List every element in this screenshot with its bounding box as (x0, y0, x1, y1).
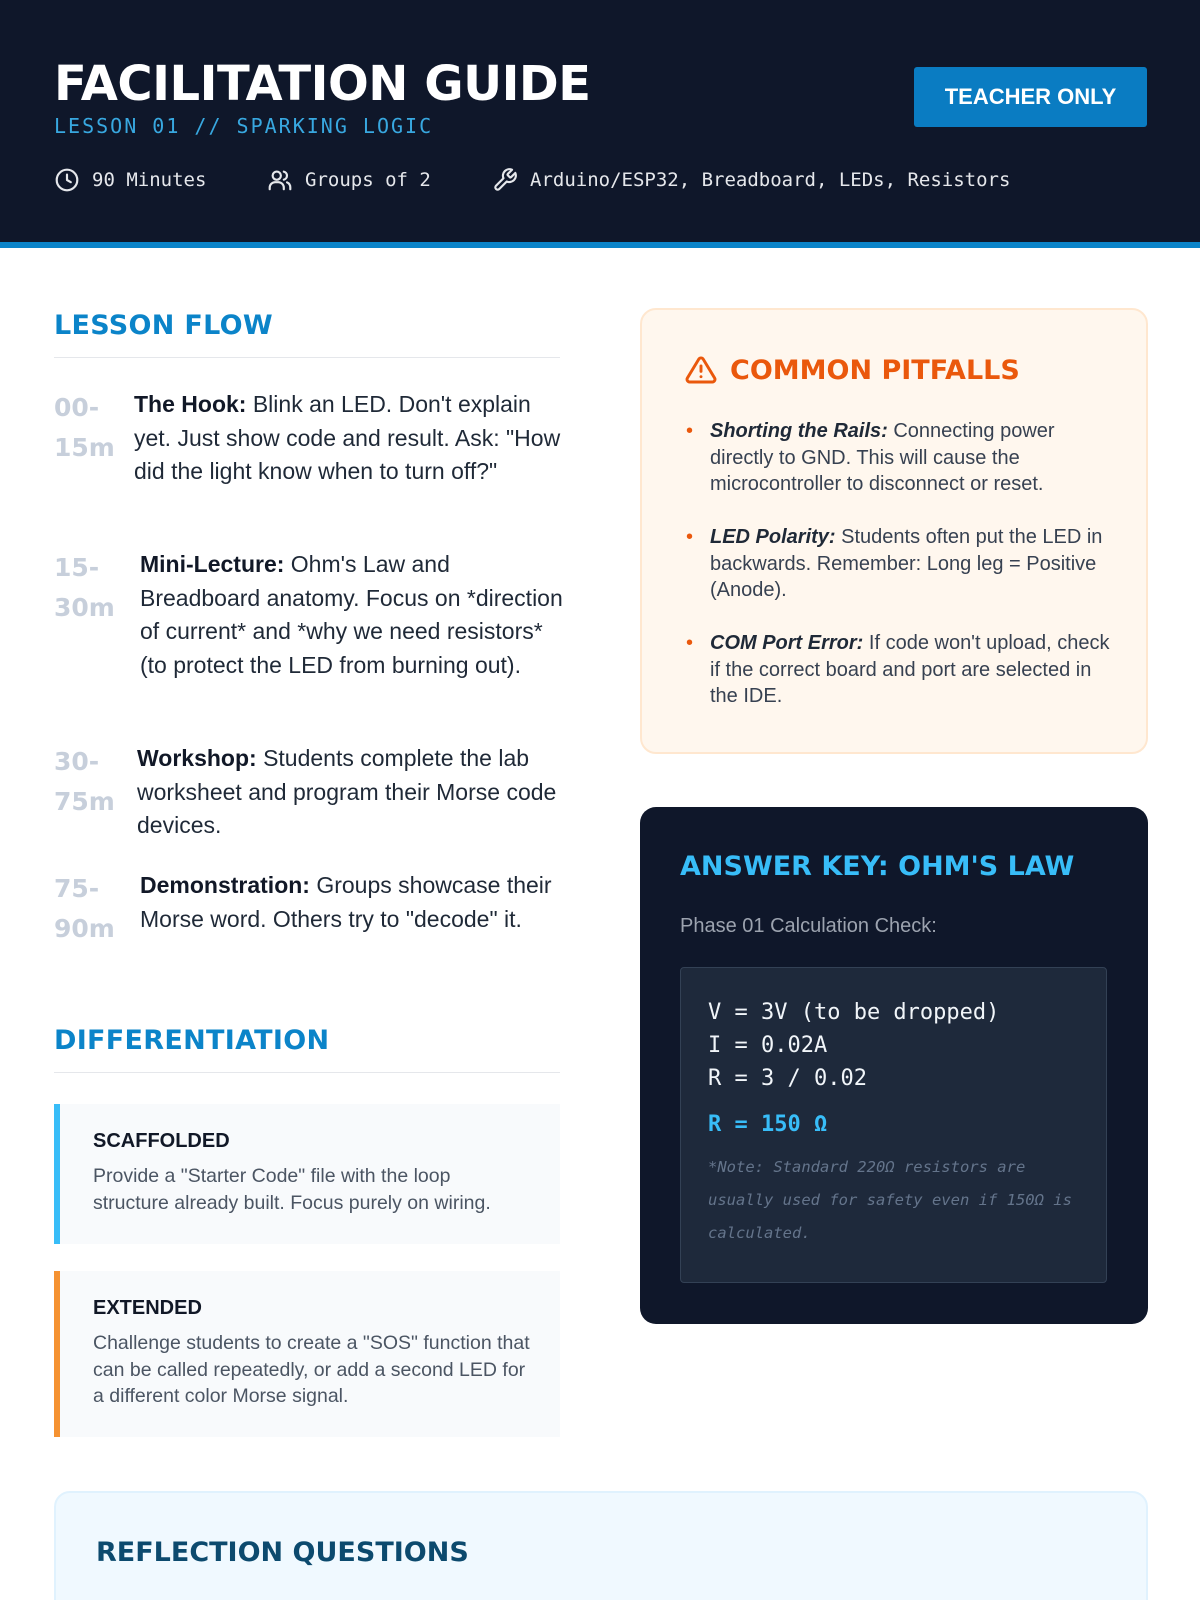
pitfall-item: • COM Port Error: If code won't upload, check if the correct board and port are selected in the IDE. (686, 630, 1116, 710)
flow-description: The Hook: Blink an LED. Don't explain yet. Just show code and result. Ask: "How did the light know when to turn off?" (134, 391, 561, 484)
duration-text: 90 Minutes (92, 169, 207, 191)
meta-groups (267, 166, 431, 194)
page-header (0, 0, 1200, 248)
users-icon (267, 167, 293, 193)
meta-duration (54, 166, 206, 194)
code-line: I = 0.02A (708, 1033, 828, 1058)
answer-key-heading: ANSWER KEY: OHM'S LAW (680, 851, 1075, 882)
extended-body: Challenge students to create a "SOS" function that can be called repeatedly, or add a second LED for a different color Morse signal. (93, 1332, 530, 1407)
flow-description: Mini-Lecture: Ohm's Law and Breadboard anatomy. Focus on *direction of current* and *why we need resistors* (to protect the LED from burning out). (140, 551, 563, 678)
wrench-icon (492, 167, 518, 193)
warning-icon (684, 354, 718, 386)
extended-title: EXTENDED (93, 1297, 202, 1319)
flow-item (54, 388, 564, 489)
flow-description: Demonstration: Groups showcase their Morse word. Others try to "decode" it. (140, 872, 552, 932)
flow-description: Workshop: Students complete the lab worksheet and program their Morse code devices. (137, 745, 557, 838)
calculation-note: *Note: Standard 220Ω resistors are usually used for safety even if 150Ω is calculated. (708, 1158, 1072, 1242)
scaffolded-card (54, 1104, 560, 1244)
answer-key-subtitle: Phase 01 Calculation Check: (680, 915, 937, 937)
calculation-result: R = 150 Ω (708, 1112, 828, 1137)
flow-item (54, 548, 564, 682)
flow-time: 30- 75m (54, 747, 115, 816)
extended-card (54, 1271, 560, 1437)
calculation-code-block (680, 967, 1107, 1283)
answer-key-card (640, 807, 1148, 1324)
clock-icon (54, 167, 80, 193)
lesson-subtitle: LESSON 01 // SPARKING LOGIC (54, 114, 434, 138)
meta-materials (492, 166, 1010, 194)
groups-text: Groups of 2 (305, 169, 431, 191)
flow-item (54, 869, 564, 949)
differentiation-heading: DIFFERENTIATION (54, 1025, 560, 1073)
pitfalls-heading (684, 354, 1020, 386)
pitfall-item: • LED Polarity: Students often put the LED in backwards. Remember: Long leg = Positive (Anode). (686, 524, 1116, 604)
lesson-flow-heading: LESSON FLOW (54, 310, 560, 358)
flow-time: 15- 30m (54, 553, 115, 622)
common-pitfalls-card (640, 308, 1148, 754)
flow-time: 00- 15m (54, 393, 115, 462)
materials-text: Arduino/ESP32, Breadboard, LEDs, Resistors (530, 169, 1011, 191)
scaffolded-title: SCAFFOLDED (93, 1130, 230, 1152)
scaffolded-body: Provide a "Starter Code" file with the loop structure already built. Focus purely on wiring. (93, 1165, 491, 1214)
pitfalls-heading-text: COMMON PITFALLS (730, 354, 1020, 386)
code-line: R = 3 / 0.02 (708, 1066, 867, 1091)
reflection-card (54, 1491, 1148, 1600)
flow-item (54, 742, 564, 843)
code-line: V = 3V (to be dropped) (708, 1000, 1000, 1025)
reflection-heading: REFLECTION QUESTIONS (96, 1537, 469, 1568)
pitfall-item: • Shorting the Rails: Connecting power directly to GND. This will cause the microcontroller to disconnect or reset. (686, 418, 1116, 498)
teacher-only-badge[interactable]: TEACHER ONLY (914, 67, 1147, 127)
page-title: FACILITATION GUIDE (54, 56, 591, 112)
flow-time: 75- 90m (54, 874, 115, 943)
